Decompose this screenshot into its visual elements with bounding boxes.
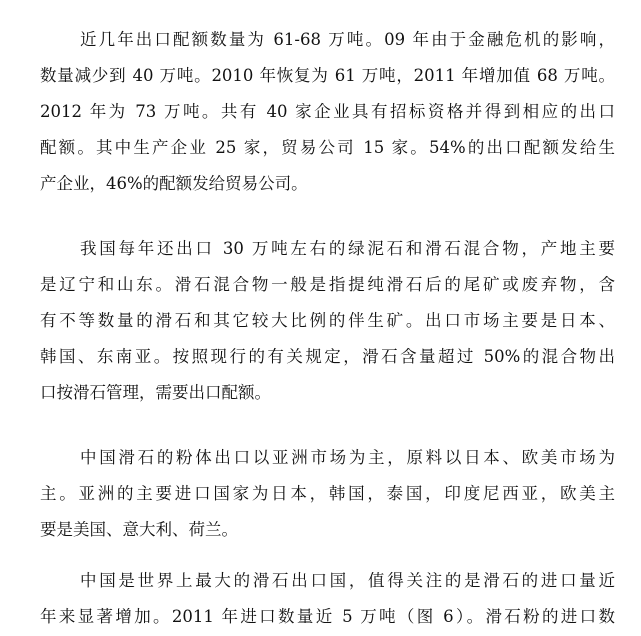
- text-line: 口按滑石管理，需要出口配额。: [40, 383, 271, 402]
- paragraph-mixture-export: [40, 231, 615, 411]
- text-line: 产企业，46%的配额发给贸易公司。: [40, 174, 308, 193]
- paragraph-export-quota: [40, 22, 615, 202]
- text-line: 我国每年还出口 30 万吨左右的绿泥石和滑石混合物，产地主要: [80, 239, 615, 258]
- text-line: 要是美国、意大利、荷兰。: [40, 520, 238, 539]
- text-line: 配额。其中生产企业 25 家，贸易公司 15 家。54%的出口配额发给生: [40, 138, 615, 157]
- text-line: 主。亚洲的主要进口国家为日本，韩国，泰国，印度尼西亚，欧美主: [40, 484, 615, 503]
- text-line: 有不等数量的滑石和其它较大比例的伴生矿。出口市场主要是日本、: [40, 311, 615, 330]
- paragraph-import-growth: [40, 563, 615, 635]
- text-line: 近几年出口配额数量为 61-68 万吨。09 年由于金融危机的影响，: [80, 30, 615, 49]
- paragraph-powder-markets: [40, 440, 615, 548]
- text-line: 2012 年为 73 万吨。共有 40 家企业具有招标资格并得到相应的出口: [40, 102, 615, 121]
- text-line: 中国是世界上最大的滑石出口国，值得关注的是滑石的进口量近: [80, 571, 615, 590]
- text-line: 数量减少到 40 万吨。2010 年恢复为 61 万吨，2011 年增加值 68 万吨。: [40, 66, 615, 85]
- text-line: 年来显著增加。2011 年进口数量近 5 万吨（图 6）。滑石粉的进口数: [40, 607, 615, 626]
- text-line: 韩国、东南亚。按照现行的有关规定，滑石含量超过 50%的混合物出: [40, 347, 615, 366]
- text-line: 中国滑石的粉体出口以亚洲市场为主，原料以日本、欧美市场为: [80, 448, 615, 467]
- text-line: 是辽宁和山东。滑石混合物一般是指提纯滑石后的尾矿或废弃物，含: [40, 275, 615, 294]
